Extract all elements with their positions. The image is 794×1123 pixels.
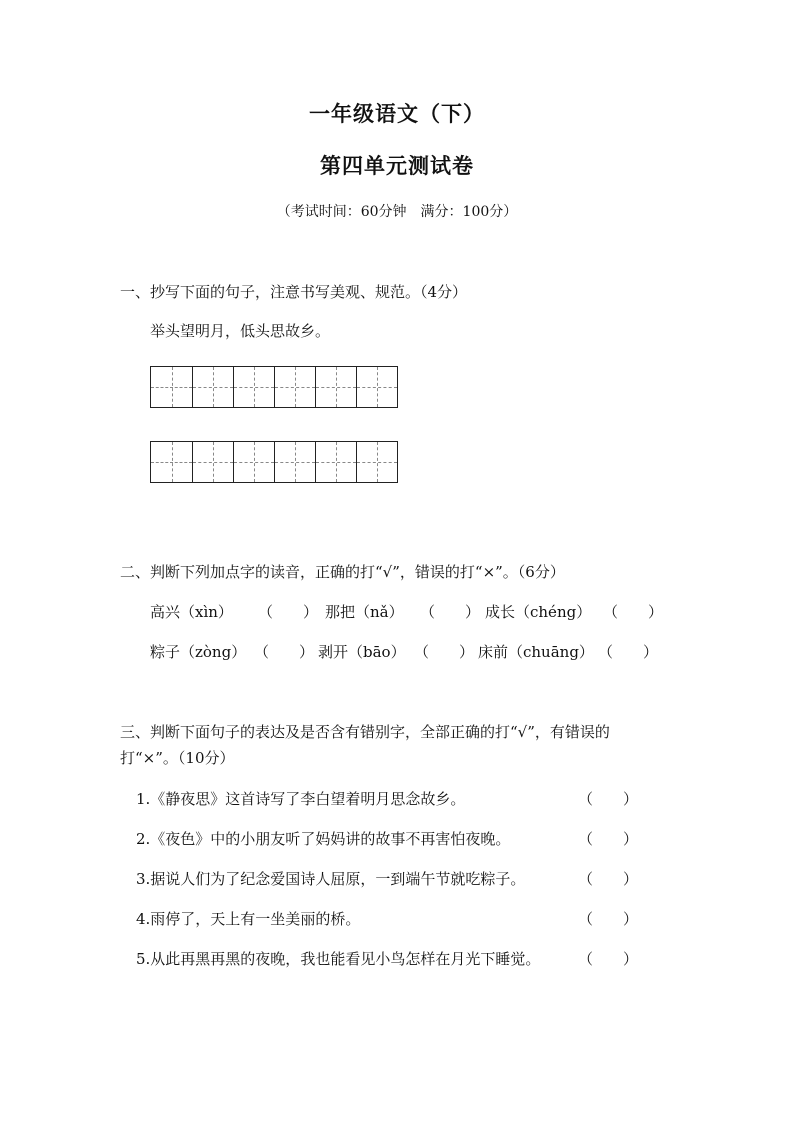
- pinyin-word: 剥开（bāo）: [318, 643, 406, 661]
- answer-blank[interactable]: （ ）: [603, 603, 664, 621]
- answer-blank[interactable]: （ ）: [578, 830, 639, 848]
- pinyin-item: [478, 641, 594, 662]
- writing-cell[interactable]: [274, 442, 315, 482]
- pinyin-item: [318, 641, 406, 662]
- statement-item: 4.雨停了，天上有一坐美丽的桥。: [136, 910, 361, 928]
- exam-info: （考试时间：60分钟 满分：100分）: [276, 204, 518, 220]
- answer-blank[interactable]: （ ）: [578, 950, 639, 968]
- pinyin-word: 床前（chuāng）: [478, 643, 594, 661]
- copy-sentence: 举头望明月，低头思故乡。: [150, 322, 331, 340]
- pinyin-word: 那把（nǎ）: [325, 603, 404, 621]
- statement-item: 3.据说人们为了纪念爱国诗人屈原，一到端午节就吃粽子。: [136, 870, 526, 888]
- statement-item: 5.从此再黑再黑的夜晚，我也能看见小鸟怎样在月光下睡觉。: [136, 950, 541, 968]
- writing-cell[interactable]: [315, 367, 356, 407]
- section3-heading-line2: 打“×”。（10分）: [120, 749, 235, 767]
- pinyin-word: 粽子（zòng）: [150, 643, 247, 661]
- writing-cell[interactable]: [356, 442, 397, 482]
- statement-item: 2.《夜色》中的小朋友听了妈妈讲的故事不再害怕夜晚。: [136, 830, 511, 848]
- pinyin-word: 成长（chéng）: [485, 603, 592, 621]
- writing-cell[interactable]: [151, 442, 192, 482]
- section1-heading: 一、抄写下面的句子，注意书写美观、规范。（4分）: [120, 283, 468, 301]
- answer-blank[interactable]: （ ）: [578, 870, 639, 888]
- statement-item: 1.《静夜思》这首诗写了李白望着明月思念故乡。: [136, 790, 466, 808]
- pinyin-word: 高兴（xìn）: [150, 603, 233, 621]
- writing-cell[interactable]: [315, 442, 356, 482]
- writing-cell[interactable]: [151, 367, 192, 407]
- writing-cell[interactable]: [192, 367, 233, 407]
- writing-cell[interactable]: [356, 367, 397, 407]
- answer-blank[interactable]: （ ）: [578, 910, 639, 928]
- pinyin-item: [325, 601, 404, 622]
- writing-grid-row-2[interactable]: [150, 441, 398, 483]
- section2-heading: 二、判断下列加点字的读音，正确的打“√”，错误的打“×”。（6分）: [120, 563, 565, 581]
- answer-blank[interactable]: （ ）: [420, 603, 481, 621]
- pinyin-item: [150, 601, 233, 622]
- writing-cell[interactable]: [192, 442, 233, 482]
- exam-subtitle: 第四单元测试卷: [320, 153, 474, 178]
- pinyin-item: [485, 601, 591, 622]
- writing-cell[interactable]: [274, 367, 315, 407]
- writing-grid-row-1[interactable]: [150, 366, 398, 408]
- writing-cell[interactable]: [233, 442, 274, 482]
- answer-blank[interactable]: （ ）: [254, 643, 315, 661]
- exam-title: 一年级语文（下）: [309, 101, 485, 126]
- answer-blank[interactable]: （ ）: [414, 643, 475, 661]
- pinyin-item: [150, 641, 246, 662]
- answer-blank[interactable]: （ ）: [598, 643, 659, 661]
- writing-cell[interactable]: [233, 367, 274, 407]
- answer-blank[interactable]: （ ）: [258, 603, 319, 621]
- answer-blank[interactable]: （ ）: [578, 790, 639, 808]
- section3-heading-line1: 三、判断下面句子的表达及是否含有错别字，全部正确的打“√”，有错误的: [120, 723, 610, 741]
